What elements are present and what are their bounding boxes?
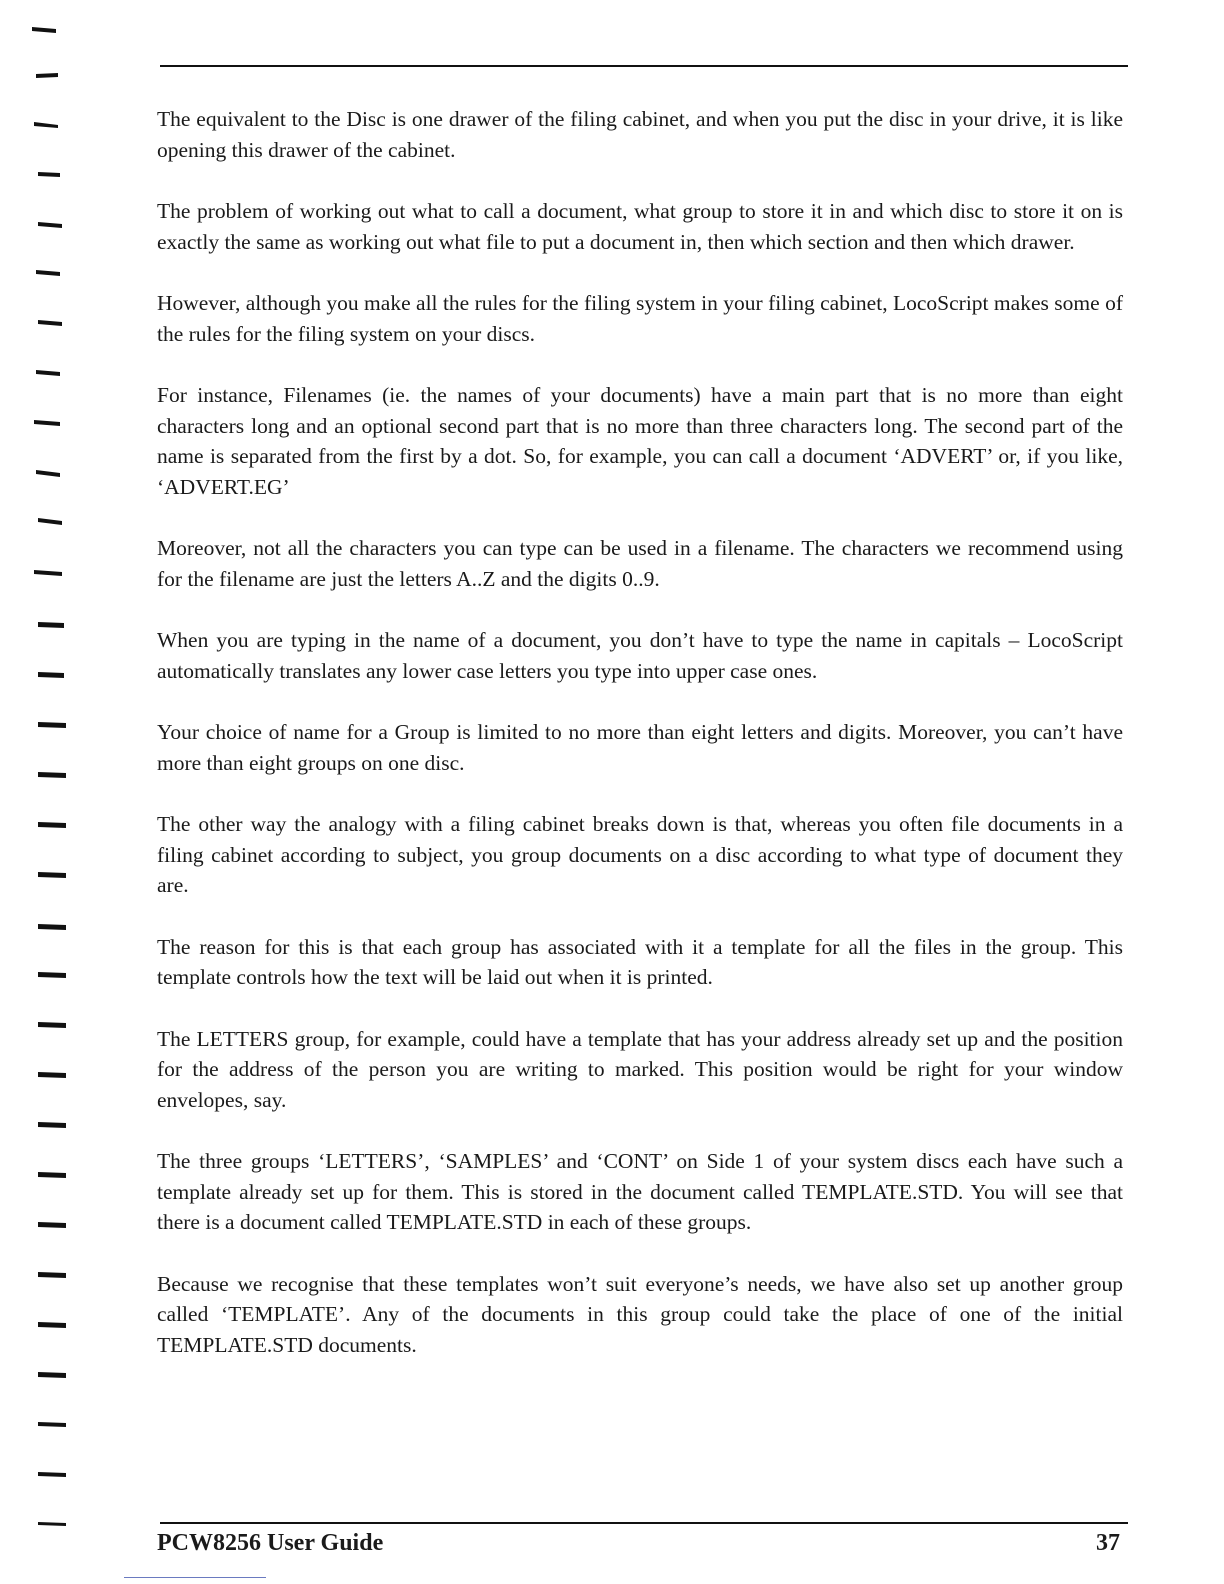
- paragraph-template-reason: The reason for this is that each group has associated with it a template for all the files in the group. This template controls how the text will be laid out when it is printed.: [157, 934, 1123, 989]
- paragraph-letters-group: The LETTERS group, for example, could have a template that has your address already set up and the position for the address of the person you are writing to marked. This position would be right for your window envelopes, say.: [157, 1026, 1123, 1112]
- paragraph-filing-rules: However, although you make all the rules for the filing system in your filing cabinet, LocoScript makes some of the rules for the filing system on your discs.: [157, 291, 1123, 346]
- paragraph-three-groups: The three groups ‘LETTERS’, ‘SAMPLES’ and ‘CONT’ on Side 1 of your system discs each have such a template already set up for them. This is stored in the document called TEMPLATE.STD. You will see that there is a document called TEMPLATE.STD in each of these groups.: [157, 1149, 1123, 1234]
- page-number: 37: [1096, 1530, 1120, 1556]
- paragraph-disc-drawer: The equivalent to the Disc is one drawer of the filing cabinet, and when you put the disc in your drive, it is like opening this drawer of the cabinet.: [157, 107, 1123, 162]
- paragraph-group-names: Your choice of name for a Group is limited to no more than eight letters and digits. Moreover, you can’t have more than eight groups on one disc.: [157, 720, 1123, 775]
- bottom-edge-line: [124, 1577, 266, 1578]
- header-rule: [160, 65, 1128, 67]
- paragraph-capitals: When you are typing in the name of a document, you don’t have to type the name in capitals – LocoScript automatically translates any lower case letters you type into upper case ones.: [157, 628, 1123, 683]
- binding-marks: [30, 0, 90, 1584]
- paragraph-analogy: The other way the analogy with a filing cabinet breaks down is that, whereas you often file documents in a filing cabinet according to subject, you group documents on a disc according to what type of document they are.: [157, 812, 1123, 897]
- footer-rule: [160, 1522, 1128, 1524]
- paragraph-template-group: Because we recognise that these templates won’t suit everyone’s needs, we have also set up another group called ‘TEMPLATE’. Any of the documents in this group could take the place of one of the initial TEMPLATE.STD documents.: [157, 1271, 1123, 1357]
- paragraph-filenames: For instance, Filenames (ie. the names of your documents) have a main part that is no more than eight characters long and an optional second part that is no more than three characters long. The second part of the name is separated from the first by a dot. So, for example, you can call a document ‘ADVERT’ or, if you like, ‘ADVERT.EG’: [157, 383, 1123, 499]
- footer-title: PCW8256 User Guide: [157, 1530, 384, 1556]
- document-body: [157, 104, 1123, 1391]
- paragraph-naming-problem: The problem of working out what to call a document, what group to store it in and which disc to store it on is exactly the same as working out what file to put a document in, then which section and then which drawer.: [157, 199, 1123, 254]
- paragraph-allowed-characters: Moreover, not all the characters you can type can be used in a filename. The characters we recommend using for the filename are just the letters A..Z and the digits 0..9.: [157, 536, 1123, 591]
- binding-marks-graphic: [30, 0, 90, 1584]
